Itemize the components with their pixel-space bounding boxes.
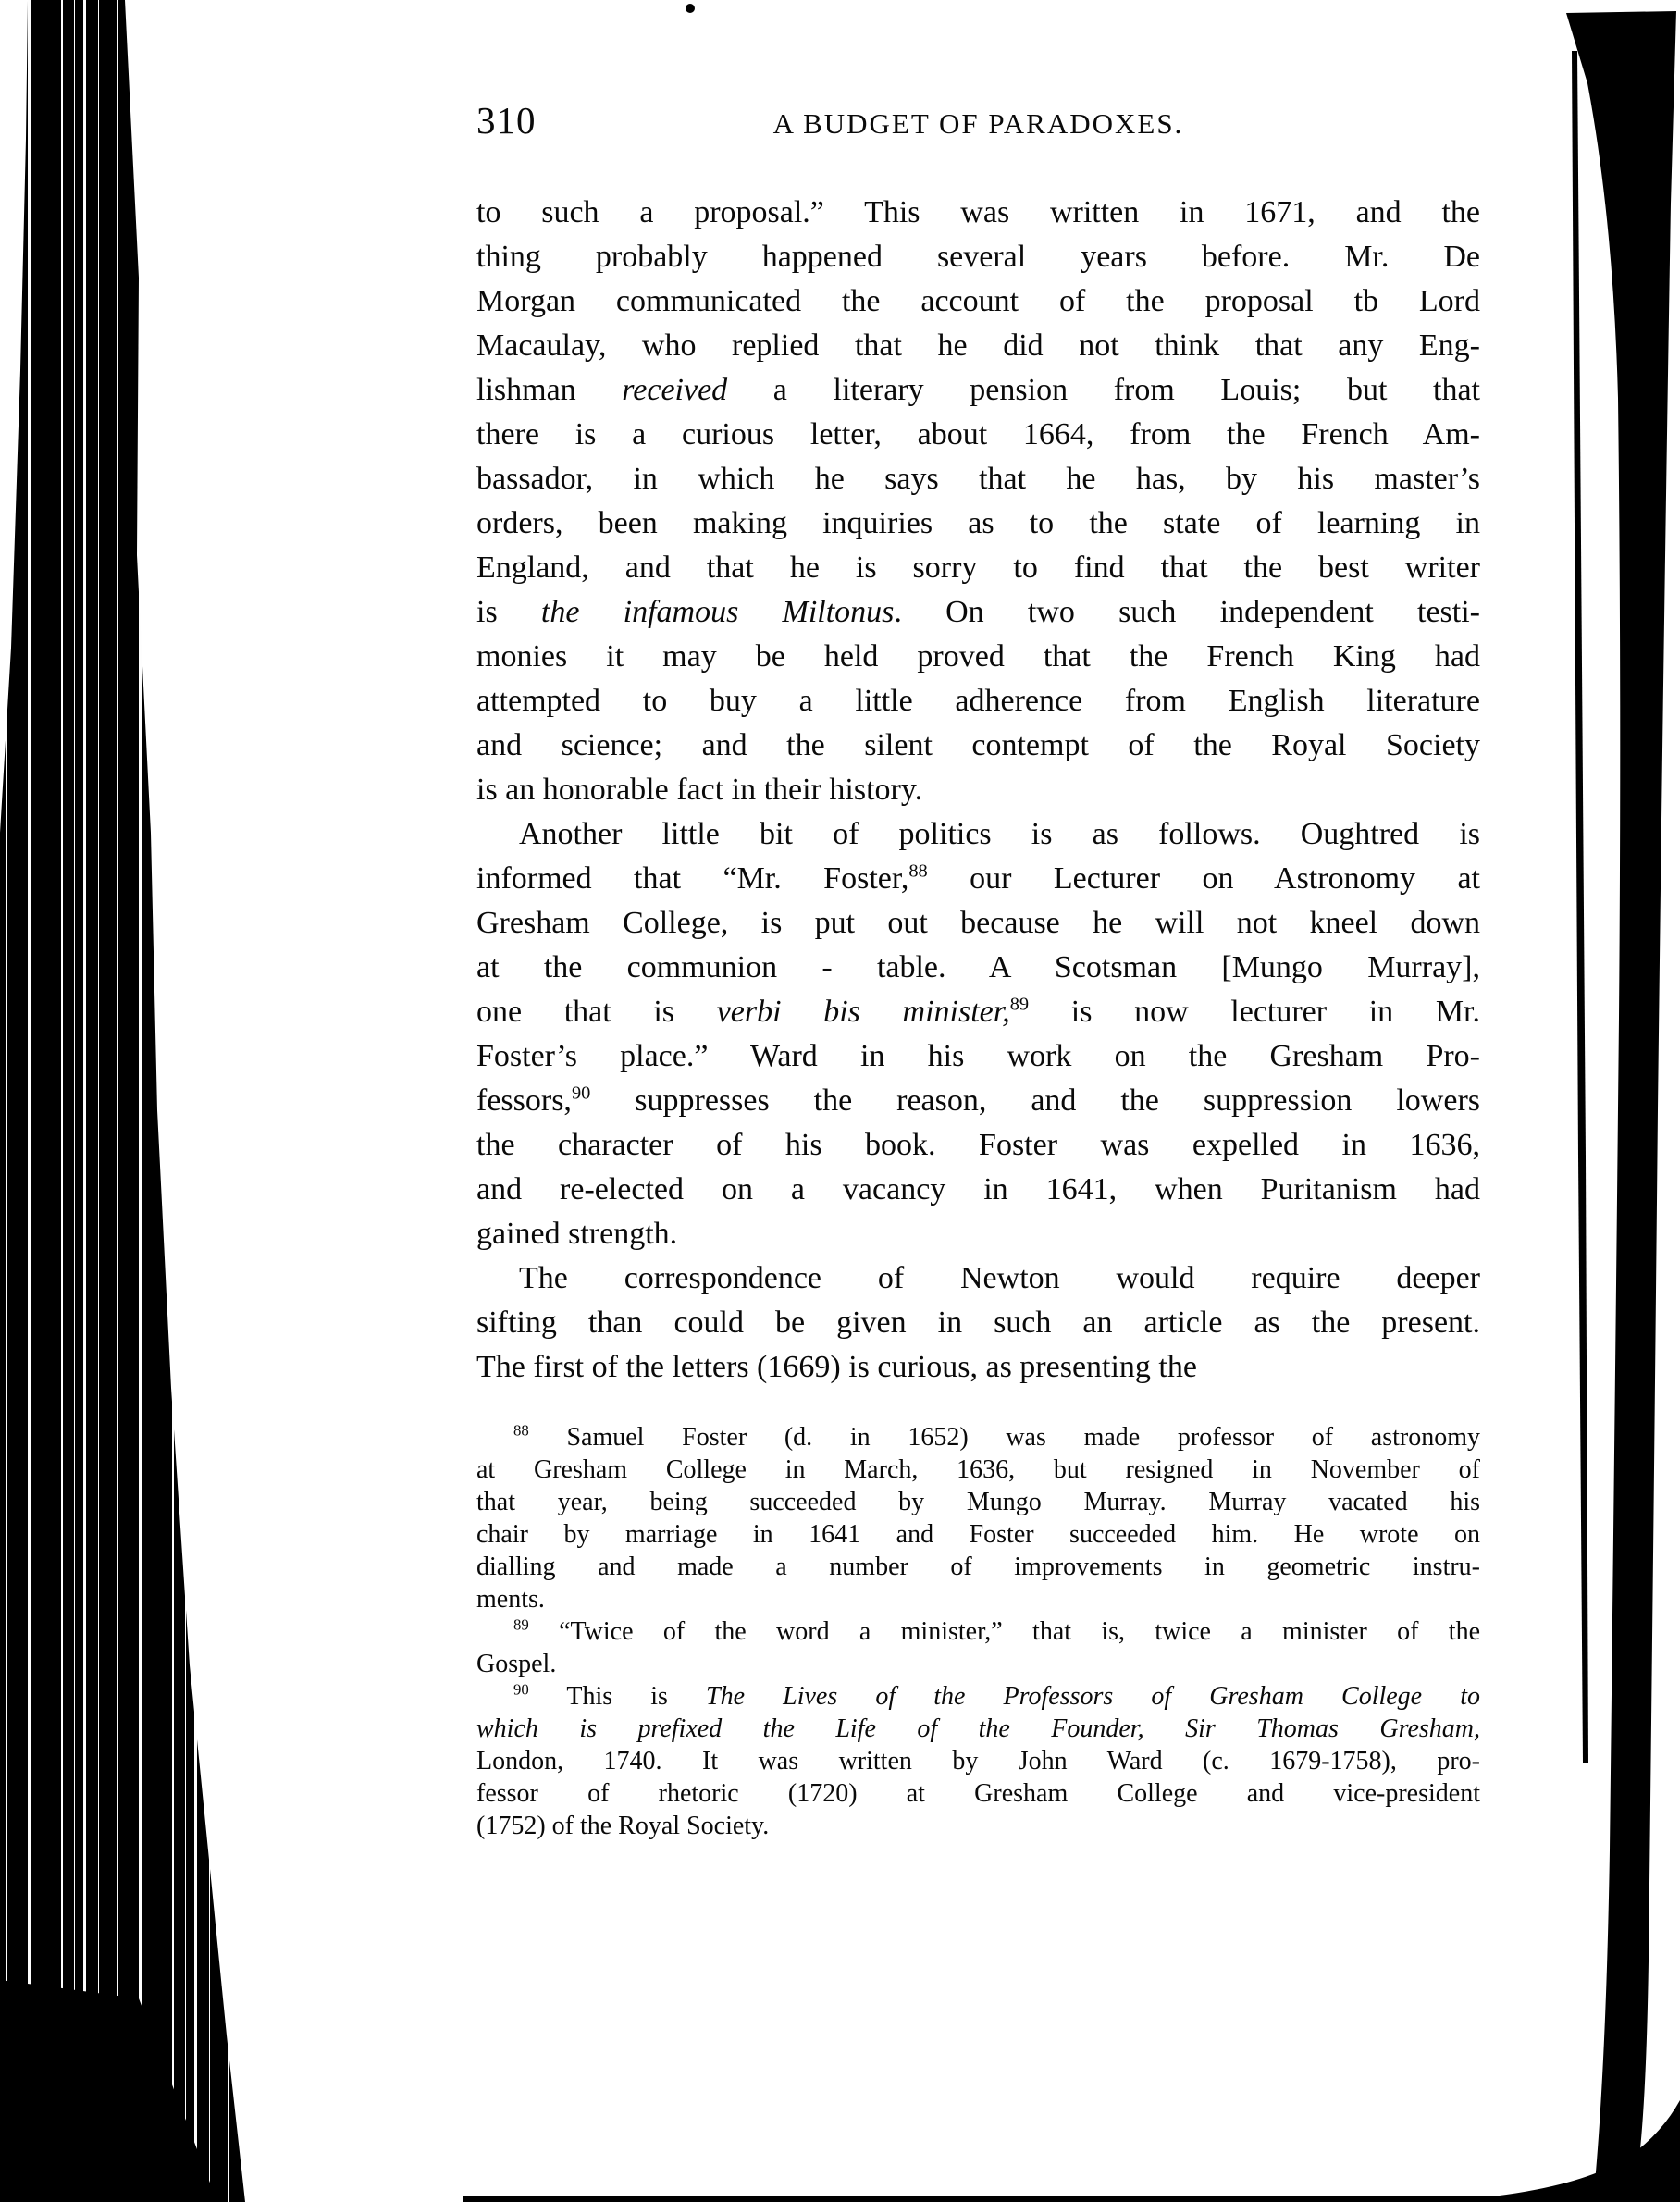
footnote (476, 1421, 1480, 1615)
text-line (476, 1454, 1480, 1486)
text-line (476, 1713, 1480, 1745)
text-line (476, 457, 1480, 501)
paragraph (476, 1256, 1480, 1390)
text-run: informed that “Mr. Foster, (476, 861, 909, 896)
paragraph (476, 812, 1480, 1256)
text-run: monies it may be held proved that the French King had (476, 639, 1480, 674)
right-edge-thin-line (1572, 51, 1588, 1763)
text-line (476, 1345, 1480, 1390)
text-run: bassador, in which he says that he has, by his master’s (476, 462, 1480, 496)
footnote-marker: 88 (908, 860, 928, 882)
footnote-marker: 89 (513, 1615, 529, 1634)
text-line (476, 901, 1480, 946)
footnotes (476, 1421, 1480, 1842)
text-line (476, 1680, 1480, 1713)
text-run: Macaulay, who replied that he did not think that any Eng- (476, 328, 1480, 363)
text-run: at the communion - table. A Scotsman [Mungo Murray], (476, 950, 1480, 984)
text-run: (1752) of the Royal Society. (476, 1812, 770, 1840)
text-line (476, 1583, 1480, 1615)
text-run: chair by marriage in 1641 and Foster succeeded him. He wrote on (476, 1520, 1480, 1549)
text-column (476, 99, 1481, 1842)
text-line (476, 1615, 1480, 1648)
bottom-edge-shadow (463, 2196, 1680, 2202)
text-line (476, 546, 1480, 590)
page-header (476, 99, 1480, 144)
text-line (476, 679, 1480, 724)
footnote-marker: 89 (1009, 994, 1030, 1015)
text-run: gained strength. (476, 1217, 678, 1251)
text-run: England, and that he is sorry to find that the best writer (476, 550, 1480, 585)
text-line (476, 1648, 1480, 1680)
text-line (476, 635, 1480, 679)
text-run: to such a proposal.” This was written in 1671, and the (476, 195, 1480, 229)
text-run: suppresses the reason, and the suppression lowers (590, 1083, 1480, 1118)
text-run: This is (528, 1682, 707, 1711)
text-run: is now lecturer in Mr. (1029, 995, 1481, 1029)
body-paragraphs (476, 191, 1480, 1390)
text-run: one that is (476, 995, 717, 1029)
text-line (476, 946, 1480, 990)
text-run: Another little bit of politics is as follows. Oughtred is (519, 817, 1480, 851)
text-run: our Lecturer on Astronomy at (927, 861, 1480, 896)
text-line (476, 1777, 1480, 1810)
page-number: 310 (476, 99, 537, 142)
text-line (476, 1421, 1480, 1454)
footnote-marker: 88 (513, 1421, 529, 1440)
text-run: which is prefixed the Life of the Founder, Sir Thomas Gresham, (476, 1714, 1480, 1743)
text-run: verbi bis minister, (716, 995, 1010, 1029)
text-run: the character of his book. Foster was expelled in 1636, (476, 1128, 1480, 1162)
text-run: orders, been making inquiries as to the state of learning in (476, 506, 1480, 540)
text-run: at Gresham College in March, 1636, but resigned in November of (476, 1455, 1480, 1484)
paragraph (476, 191, 1480, 812)
text-line (476, 368, 1480, 413)
text-line (476, 724, 1480, 768)
text-run: fessor of rhetoric (1720) at Gresham College and vice-president (476, 1779, 1480, 1808)
text-run: thing probably happened several years before. Mr. De (476, 240, 1480, 274)
text-line (476, 235, 1480, 279)
text-run: lishman (476, 373, 623, 407)
text-run: and re-elected on a vacancy in 1641, when Puritanism had (476, 1172, 1480, 1206)
text-line (476, 1123, 1480, 1168)
text-run: attempted to buy a little adherence from English literature (476, 684, 1480, 718)
text-line (476, 1551, 1480, 1583)
text-run: there is a curious letter, about 1664, from the French Am- (476, 417, 1480, 452)
footnote-marker: 90 (513, 1680, 529, 1699)
text-line (476, 590, 1480, 635)
text-run: Samuel Foster (d. in 1652) was made professor of astronomy (528, 1423, 1480, 1452)
text-line (476, 1810, 1480, 1842)
footnote (476, 1615, 1480, 1680)
text-run: is an honorable fact in their history. (476, 773, 923, 807)
text-run: The correspondence of Newton would require deeper (519, 1261, 1480, 1295)
footnote (476, 1680, 1480, 1842)
text-run: sifting than could be given in such an article as the present. (476, 1305, 1480, 1340)
text-run: and science; and the silent contempt of the Royal Society (476, 728, 1480, 762)
text-line (476, 1212, 1480, 1256)
text-run: fessors, (476, 1083, 572, 1118)
footnote-marker: 90 (571, 1082, 591, 1104)
text-run: “Twice of the word a minister,” that is, twice a minister of the (528, 1617, 1480, 1646)
text-run: The first of the letters (1669) is curious, as presenting the (476, 1350, 1197, 1384)
scan-speck (686, 4, 695, 13)
text-run: Gospel. (476, 1650, 557, 1678)
text-run: the infamous Miltonus (540, 595, 895, 629)
text-run: ments. (476, 1585, 545, 1614)
text-run: received (622, 373, 728, 407)
text-line (476, 1518, 1480, 1551)
text-line (476, 990, 1480, 1034)
text-line (476, 1486, 1480, 1518)
text-run: a literary pension from Louis; but that (727, 373, 1480, 407)
text-line (476, 501, 1480, 546)
text-line (476, 857, 1480, 901)
text-run: dialling and made a number of improvements in geometric instru- (476, 1553, 1480, 1581)
text-run: London, 1740. It was written by John Ward (c. 1679-1758), pro- (476, 1747, 1480, 1775)
text-line (476, 1079, 1480, 1123)
text-line (476, 1301, 1480, 1345)
text-run: Foster’s place.” Ward in his work on the Gresham Pro- (476, 1039, 1480, 1073)
text-run: Gresham College, is put out because he will not kneel down (476, 906, 1480, 940)
text-run: is (476, 595, 541, 629)
text-line (476, 191, 1480, 235)
text-run: . On two such independent testi- (894, 595, 1480, 629)
running-title: A BUDGET OF PARADOXES. (772, 107, 1184, 140)
text-line (476, 1745, 1480, 1777)
text-line (476, 1168, 1480, 1212)
text-line (476, 413, 1480, 457)
text-run: Morgan communicated the account of the proposal tb Lord (476, 284, 1480, 318)
text-line (476, 768, 1480, 812)
text-line (476, 812, 1480, 857)
text-run: The Lives of the Professors of Gresham College to (706, 1682, 1480, 1711)
text-line (476, 324, 1480, 368)
text-line (476, 1256, 1480, 1301)
text-line (476, 1034, 1480, 1079)
text-line (476, 279, 1480, 324)
text-run: that year, being succeeded by Mungo Murray. Murray vacated his (476, 1488, 1480, 1516)
